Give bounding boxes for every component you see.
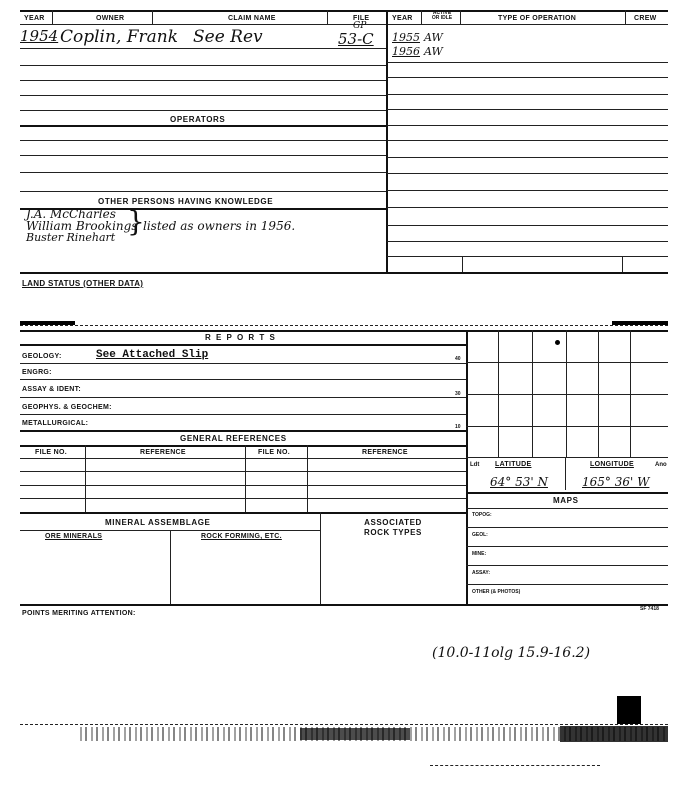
status-value-2: AW: [424, 45, 443, 58]
row-line: [387, 157, 668, 158]
scan-artifact-line: [20, 724, 668, 725]
associated-rock-types-label: ASSOCIATED ROCK TYPES: [363, 518, 422, 537]
owner-name: Coplin, Frank: [60, 27, 179, 47]
row-line: [387, 125, 668, 126]
row-line: [20, 512, 466, 514]
row-line: [387, 62, 668, 63]
row-line: [387, 109, 668, 110]
lat-prefix: Ldt: [470, 462, 480, 468]
scan-artifact: [560, 726, 668, 742]
file-superscript: GP: [353, 21, 367, 31]
map-geol: GEOL:: [472, 532, 488, 538]
divider: [85, 445, 86, 512]
grid-line: [466, 457, 668, 458]
general-references-title: GENERAL REFERENCES: [180, 434, 287, 443]
land-status-label: LAND STATUS (OTHER DATA): [22, 279, 144, 288]
row-line: [20, 363, 466, 364]
dashed-line: [20, 325, 668, 326]
persons-note: listed as owners in 1956.: [143, 219, 296, 233]
status-year-2: 1956: [392, 45, 420, 58]
divider: [320, 512, 321, 604]
operators-line: [20, 125, 386, 127]
row-line: [20, 48, 386, 49]
person-name: Buster Rinehart: [26, 231, 116, 244]
header-owner: OWNER: [96, 15, 125, 22]
row-line: [20, 191, 386, 192]
header-active-idle: ACTIVE OR IDLE: [431, 10, 453, 21]
row-line: [20, 65, 386, 66]
report-assay-label: ASSAY & IDENT:: [22, 386, 82, 393]
header-year: YEAR: [24, 15, 45, 22]
row-line: [20, 140, 386, 141]
report-num: 10: [455, 424, 461, 430]
header-crew: CREW: [634, 15, 657, 22]
line: [20, 445, 466, 447]
map-assay: ASSAY:: [472, 570, 491, 576]
row-line: [387, 173, 668, 174]
ref-col-header: FILE NO.: [35, 449, 67, 456]
divider: [460, 10, 461, 24]
line: [466, 527, 668, 528]
row-line: [20, 172, 386, 173]
row-line: [20, 498, 466, 499]
row-line: [387, 241, 668, 242]
divider: [462, 256, 463, 272]
divider: [152, 10, 153, 24]
line: [466, 546, 668, 547]
other-persons-title: OTHER PERSONS HAVING KNOWLEDGE: [98, 197, 274, 206]
row-line: [387, 77, 668, 78]
divider: [245, 445, 246, 512]
top-border: [20, 10, 668, 12]
owner-year: 1954: [20, 27, 59, 45]
divider: [421, 10, 422, 24]
scan-artifact-line: [430, 765, 600, 766]
maps-title: MAPS: [553, 496, 579, 505]
header-type-of-operation: TYPE OF OPERATION: [498, 15, 577, 22]
reports-title-line: [20, 344, 466, 346]
main-vertical-divider: [386, 10, 388, 272]
operators-title: OPERATORS: [170, 115, 226, 124]
rock-forming-label: ROCK FORMING, ETC.: [201, 533, 282, 540]
header-file: FILE: [353, 15, 370, 22]
row-line: [20, 485, 466, 486]
line: [466, 492, 668, 494]
row-line: [20, 430, 466, 432]
map-reference-note: (10.0-11olg 15.9-16.2): [432, 645, 591, 661]
header-claim-name: CLAIM NAME: [228, 15, 276, 22]
brace: }: [127, 205, 145, 238]
ref-col-header: REFERENCE: [362, 449, 408, 456]
ore-minerals-label: ORE MINERALS: [45, 533, 103, 540]
divider: [622, 256, 623, 272]
report-geophys-label: GEOPHYS. & GEOCHEM:: [22, 404, 112, 411]
status-year-1: 1955: [392, 31, 420, 44]
longitude-value: 165° 36' W: [582, 475, 650, 489]
section-bottom-line: [20, 272, 668, 274]
map-topog: TOPOG:: [472, 512, 492, 518]
scan-artifact: [617, 696, 641, 724]
header-bottom-line: [20, 24, 668, 25]
divider: [327, 10, 328, 24]
status-value-1: AW: [424, 31, 443, 44]
divider: [307, 445, 308, 512]
grid-line: [466, 362, 668, 363]
reports-top-line: [20, 330, 668, 332]
row-line: [387, 256, 668, 257]
form-number: SF 7418: [640, 606, 659, 612]
map-other: OTHER (& PHOTOS): [472, 589, 521, 595]
divider: [625, 10, 626, 24]
line: [466, 565, 668, 566]
claim-name-value: See Rev: [193, 27, 263, 47]
scan-artifact: [300, 728, 410, 740]
grid-dot: [555, 340, 560, 345]
ref-col-header: REFERENCE: [140, 449, 186, 456]
row-line: [387, 94, 668, 95]
row-line: [387, 140, 668, 141]
points-meriting-attention-label: POINTS MERITING ATTENTION:: [22, 610, 136, 617]
report-num: 30: [455, 391, 461, 397]
mineral-assemblage-title: MINERAL ASSEMBLAGE: [105, 518, 211, 527]
row-line: [20, 110, 386, 111]
bottom-line: [20, 604, 668, 606]
file-number: 53-C: [338, 30, 374, 48]
divider: [52, 10, 53, 24]
reports-right-divider: [466, 330, 468, 604]
row-line: [387, 190, 668, 191]
line: [466, 508, 668, 509]
report-metallurgical-label: METALLURGICAL:: [22, 420, 89, 427]
reports-title: R E P O R T S: [205, 333, 277, 342]
row-line: [20, 80, 386, 81]
ref-col-header: FILE NO.: [258, 449, 290, 456]
row-line: [20, 397, 466, 398]
map-mine: MINE:: [472, 551, 487, 557]
row-line: [20, 458, 466, 459]
row-line: [20, 155, 386, 156]
row-line: [20, 414, 466, 415]
line: [466, 584, 668, 585]
row-line: [20, 95, 386, 96]
lon-suffix: Ano: [655, 462, 667, 468]
person-name: William Brookings: [26, 219, 138, 233]
header-year-2: YEAR: [392, 15, 413, 22]
report-num: 40: [455, 356, 461, 362]
divider: [565, 457, 566, 490]
row-line: [20, 471, 466, 472]
row-line: [387, 207, 668, 208]
latitude-label: LATITUDE: [495, 461, 532, 468]
report-geology-label: GEOLOGY:: [22, 353, 62, 360]
report-geology-value: See Attached Slip: [96, 349, 209, 361]
row-line: [387, 225, 668, 226]
person-name: J.A. McCharles: [26, 207, 116, 221]
grid-line: [466, 426, 668, 427]
row-line: [20, 379, 466, 380]
latitude-value: 64° 53' N: [490, 475, 548, 489]
grid-line: [466, 394, 668, 395]
report-engrg-label: ENGRG:: [22, 369, 52, 376]
longitude-label: LONGITUDE: [590, 461, 634, 468]
divider: [170, 530, 171, 604]
